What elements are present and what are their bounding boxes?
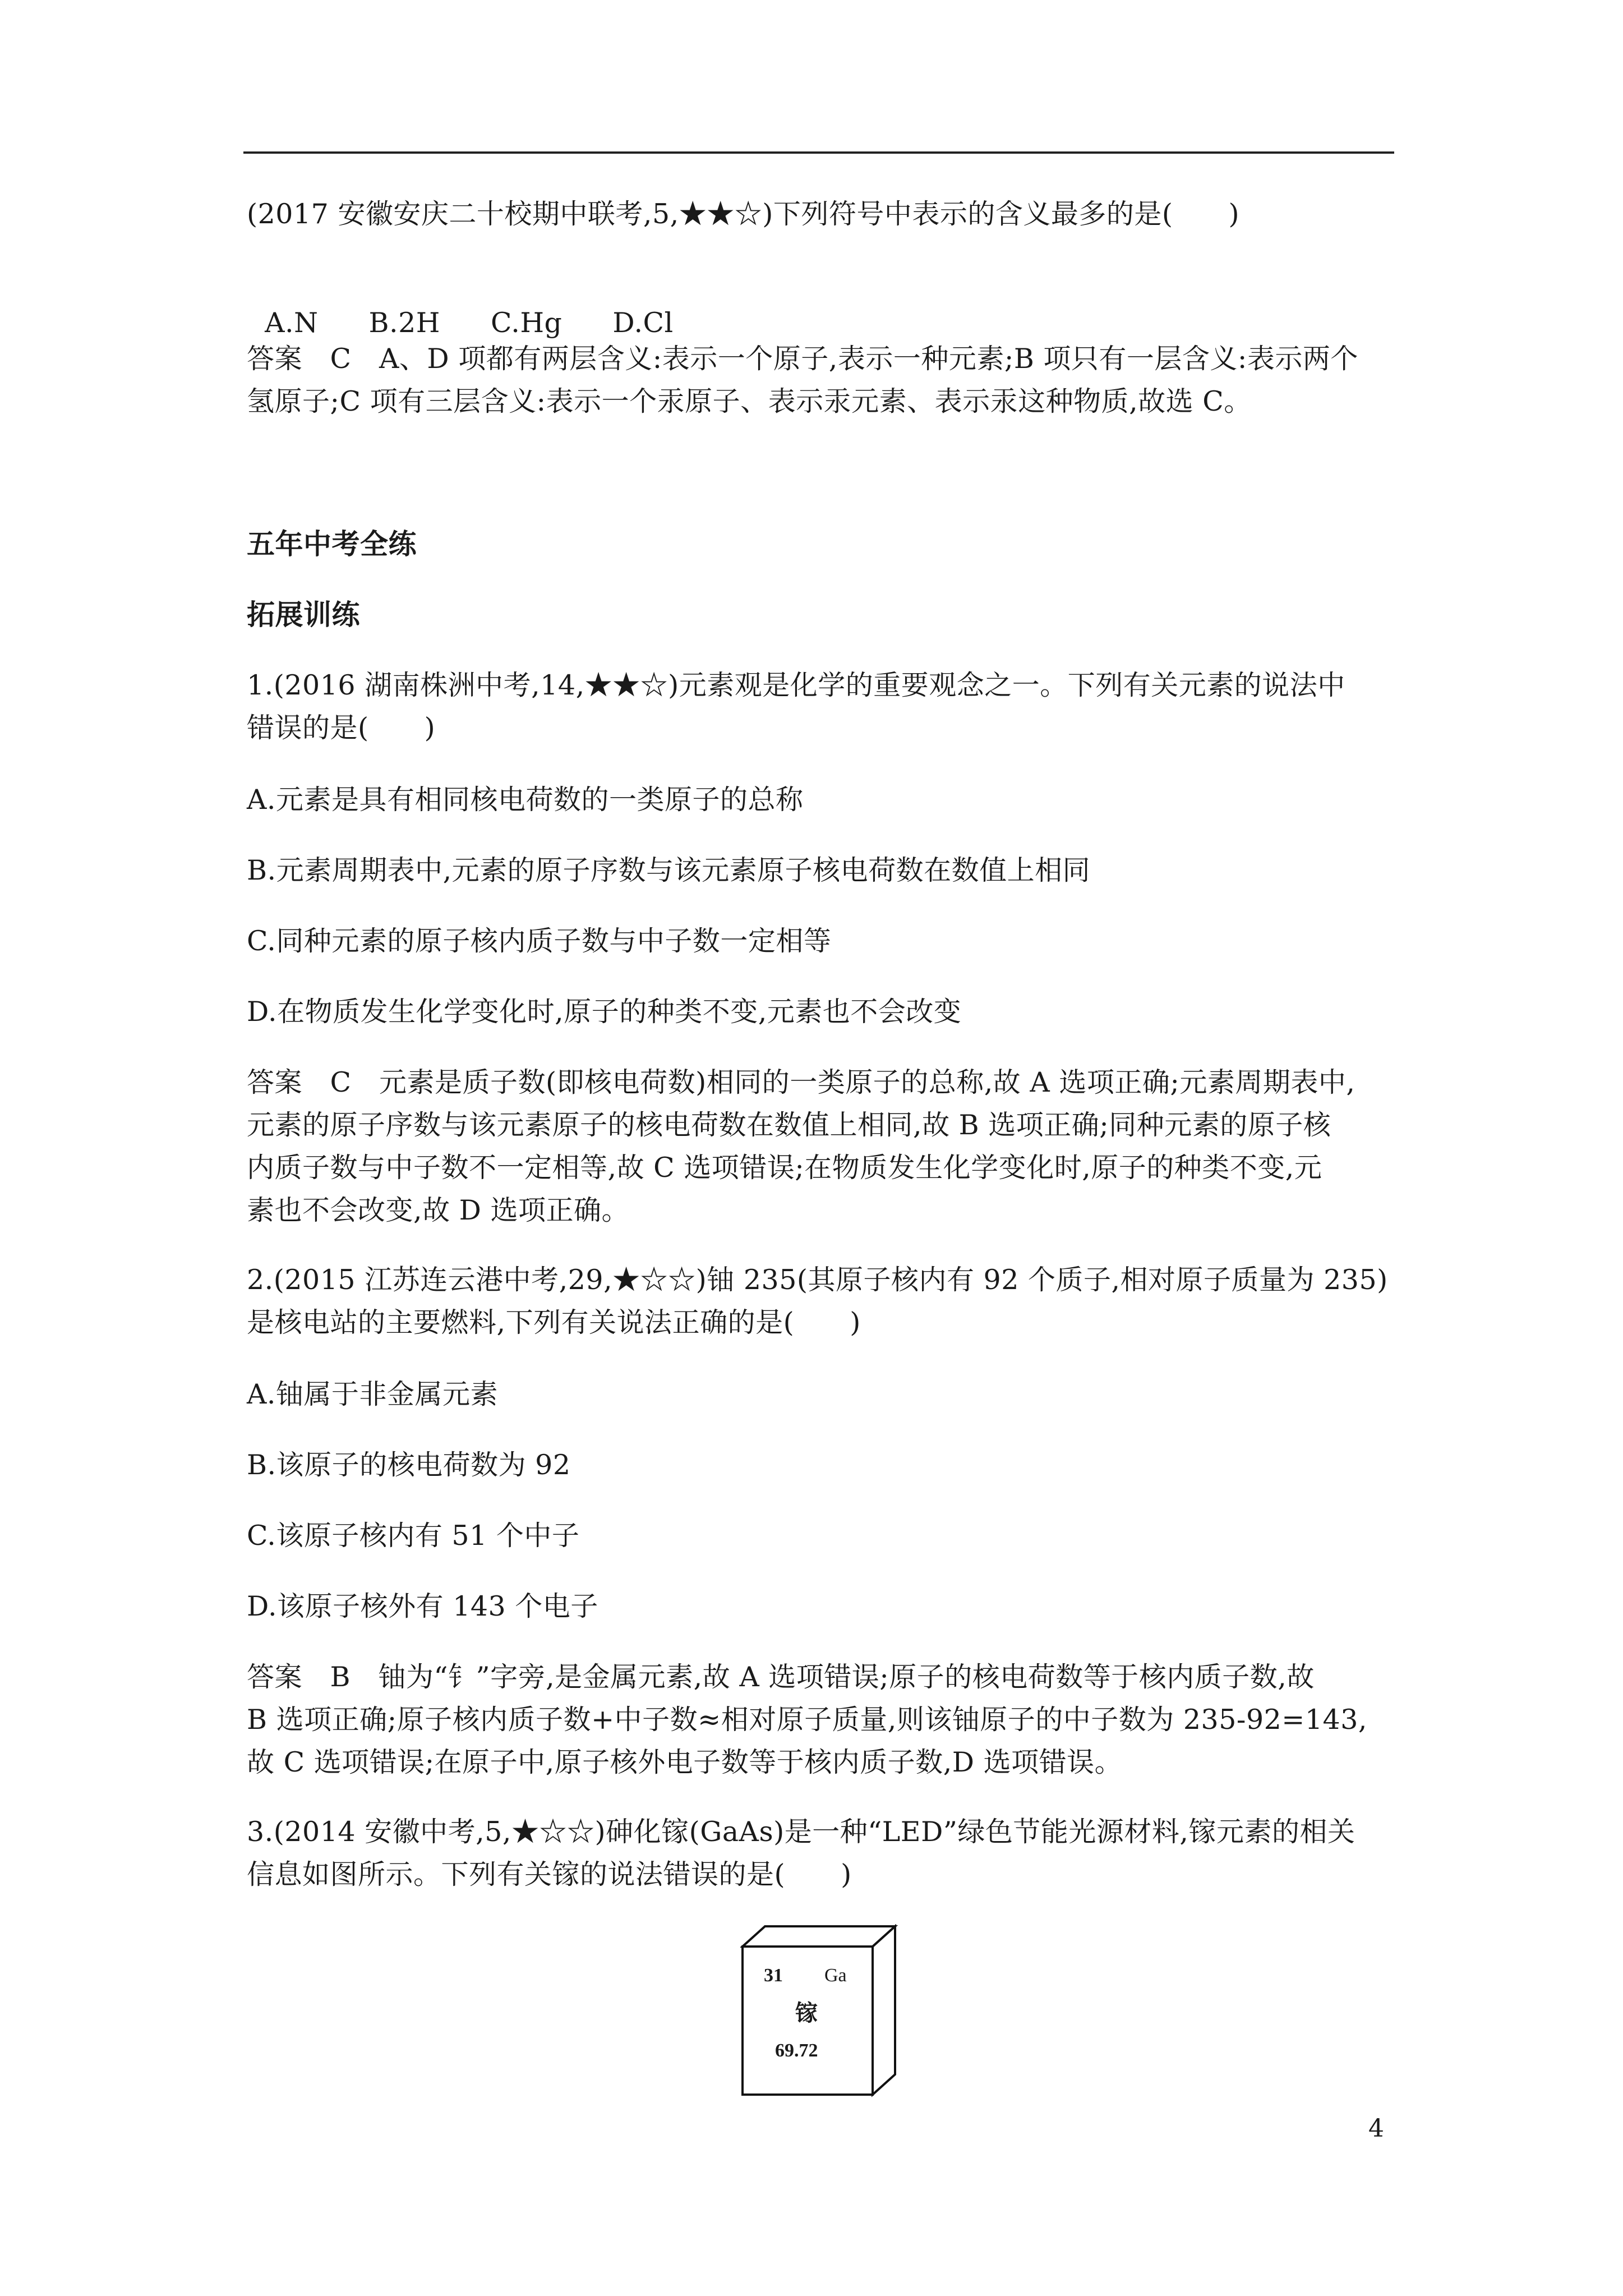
q2-option-b: B.该原子的核电荷数为 92 [247, 1449, 571, 1481]
q1-stem-line-2: 错误的是( ) [247, 712, 436, 744]
q2-option-d: D.该原子核外有 143 个电子 [247, 1590, 598, 1622]
cube-top-face [743, 1926, 895, 1947]
q2-answer-line-2: B 选项正确;原子核内质子数+中子数≈相对原子质量,则该铀原子的中子数为 235-92=143, [247, 1704, 1367, 1736]
section-title: 五年中考全练 [247, 528, 417, 560]
element-cube-drawing [740, 1924, 909, 2098]
page-number: 4 [1368, 2114, 1384, 2143]
q2-option-a: A.铀属于非金属元素 [247, 1378, 498, 1410]
option-d: D.Cl [612, 307, 674, 339]
q1-answer-line-3: 内质子数与中子数不一定相等,故 C 选项错误;在物质发生化学变化时,原子的种类不变,元 [247, 1152, 1322, 1184]
element-card-figure [740, 1924, 909, 2098]
q1-option-a: A.元素是具有相同核电荷数的一类原子的总称 [247, 784, 804, 816]
q1-answer-line-1: 答案 C 元素是质子数(即核电荷数)相同的一类原子的总称,故 A 选项正确;元素周期表中, [247, 1066, 1355, 1098]
subsection-title: 拓展训练 [247, 599, 360, 631]
element-name: 镓 [795, 2000, 818, 2026]
q1-option-c: C.同种元素的原子核内质子数与中子数一定相等 [247, 925, 832, 957]
atomic-mass: 69.72 [775, 2040, 818, 2061]
q1-stem-line-1: 1.(2016 湖南株洲中考,14,★★☆)元素观是化学的重要观念之一。下列有关元素的说法中 [247, 669, 1345, 701]
q2-answer-line-1: 答案 B 铀为“钅”字旁,是金属元素,故 A 选项错误;原子的核电荷数等于核内质子数,故 [247, 1661, 1315, 1693]
intro-answer-line-2: 氢原子;C 项有三层含义:表示一个汞原子、表示汞元素、表示汞这种物质,故选 C。 [247, 385, 1252, 417]
q1-option-b: B.元素周期表中,元素的原子序数与该元素原子核电荷数在数值上相同 [247, 854, 1091, 886]
q3-stem-line-2: 信息如图所示。下列有关镓的说法错误的是( ) [247, 1858, 852, 1890]
q2-answer-line-3: 故 C 选项错误;在原子中,原子核外电子数等于核内质子数,D 选项错误。 [247, 1746, 1123, 1778]
q2-stem-line-2: 是核电站的主要燃料,下列有关说法正确的是( ) [247, 1306, 861, 1338]
option-b: B.2H [368, 307, 440, 339]
atomic-number: 31 [764, 1965, 783, 1986]
q1-answer-line-4: 素也不会改变,故 D 选项正确。 [247, 1194, 630, 1226]
header-rule [243, 151, 1394, 154]
q3-stem-line-1: 3.(2014 安徽中考,5,★☆☆)砷化镓(GaAs)是一种“LED”绿色节能光源材料,镓元素的相关 [247, 1816, 1355, 1848]
element-symbol: Ga [824, 1965, 847, 1986]
intro-question-options [247, 273, 1402, 340]
q1-option-d: D.在物质发生化学变化时,原子的种类不变,元素也不会改变 [247, 996, 962, 1028]
cube-side-face [873, 1926, 895, 2095]
q1-answer-line-2: 元素的原子序数与该元素原子的核电荷数在数值上相同,故 B 选项正确;同种元素的原子核 [247, 1109, 1331, 1141]
option-c: C.Hg [491, 307, 562, 339]
q2-stem-line-1: 2.(2015 江苏连云港中考,29,★☆☆)铀 235(其原子核内有 92 个质子,相对原子质量为 235) [247, 1264, 1388, 1296]
intro-answer-line-1: 答案 C A、D 项都有两层含义:表示一个原子,表示一种元素;B 项只有一层含义:表示两个 [247, 343, 1358, 375]
intro-question-stem: (2017 安徽安庆二十校期中联考,5,★★☆)下列符号中表示的含义最多的是( ) [247, 198, 1240, 230]
q2-option-c: C.该原子核内有 51 个中子 [247, 1520, 580, 1552]
option-a: A.N [265, 307, 319, 339]
